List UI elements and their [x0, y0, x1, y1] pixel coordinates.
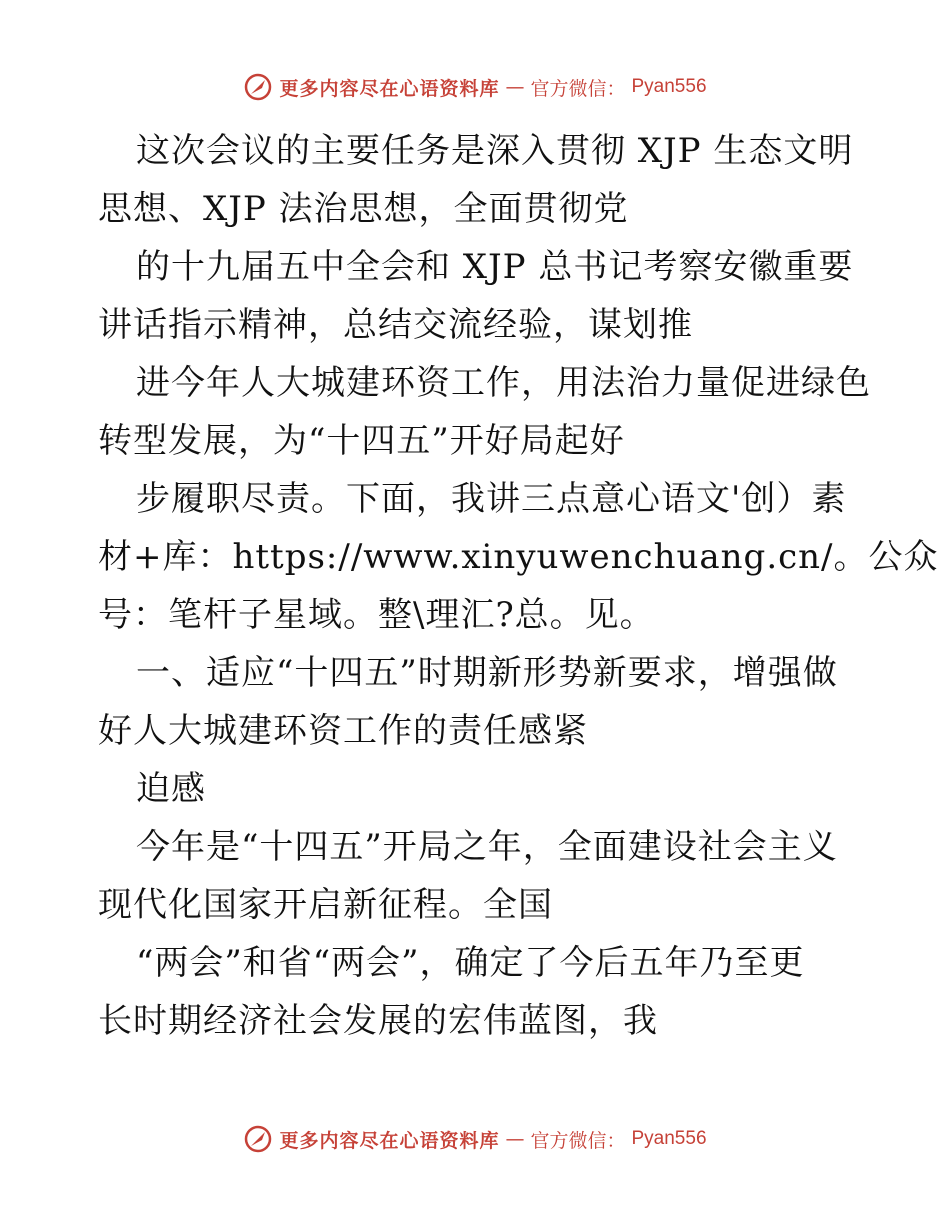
- body-text-line: 步履职尽责。下面，我讲三点意心语文'创）素: [136, 479, 847, 519]
- body-text-line: 思想、XJP 法治思想，全面贯彻党: [98, 189, 629, 229]
- banner-dash: —: [505, 76, 525, 98]
- body-text-line: 转型发展，为“十四五”开好局起好: [98, 421, 625, 461]
- banner-official-label: 官方微信：: [530, 77, 626, 100]
- body-text-line: 讲话指示精神，总结交流经验，谋划推: [98, 305, 693, 345]
- body-text-line: 长时期经济社会发展的宏伟蓝图，我: [98, 1001, 658, 1041]
- banner-wechat-handle: Pyan556: [631, 1128, 707, 1149]
- body-text-line: 迫感: [136, 769, 206, 809]
- body-text-line: 一、适应“十四五”时期新形势新要求，增强做: [136, 653, 838, 693]
- body-text-line: “两会”和省“两会”，确定了今后五年乃至更: [136, 943, 805, 983]
- body-text-line: 号：笔杆子星域。整\理汇?总。见。: [98, 595, 655, 635]
- footer-banner: [0, 1124, 950, 1154]
- body-text-line: 材+库：https://www.xinyuwenchuang.cn/。公众: [98, 537, 939, 577]
- banner-official-label: 官方微信：: [530, 1129, 626, 1152]
- body-text-line: 今年是“十四五”开局之年，全面建设社会主义: [136, 827, 838, 867]
- banner-site-name: 更多内容尽在心语资料库: [279, 1129, 500, 1152]
- document-body: [98, 122, 939, 1050]
- body-text-line: 好人大城建环资工作的责任感紧: [98, 711, 588, 751]
- body-text-line: 的十九届五中全会和 XJP 总书记考察安徽重要: [136, 247, 854, 287]
- body-text-line: 这次会议的主要任务是深入贯彻 XJP 生态文明: [136, 131, 854, 171]
- quill-logo-icon: [243, 72, 273, 102]
- banner-dash: —: [505, 1128, 525, 1150]
- body-text-line: 现代化国家开启新征程。全国: [98, 885, 553, 925]
- banner-wechat-handle: Pyan556: [631, 76, 707, 97]
- header-banner: [0, 72, 950, 102]
- body-text-line: 进今年人大城建环资工作，用法治力量促进绿色: [136, 363, 871, 403]
- banner-site-name: 更多内容尽在心语资料库: [279, 77, 500, 100]
- quill-logo-icon: [243, 1124, 273, 1154]
